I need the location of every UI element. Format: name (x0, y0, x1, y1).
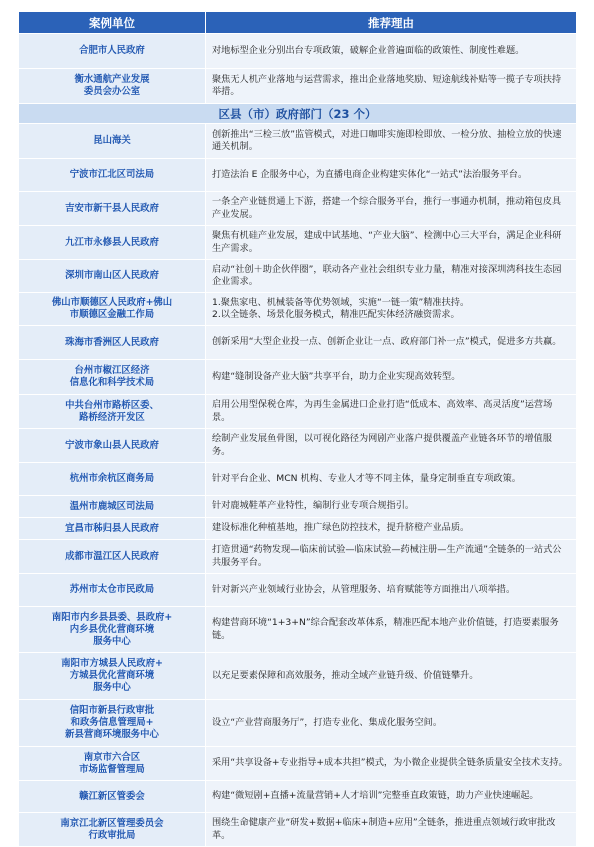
recommend-reason: 针对新兴产业领域行业协会，从管理服务、培育赋能等方面推出八项举措。 (206, 574, 577, 607)
table-row (19, 518, 577, 540)
case-table (18, 11, 577, 847)
case-unit: 南阳市内乡县县委、县政府+ 内乡县优化营商环境 服务中心 (19, 607, 206, 653)
case-unit: 台州市椒江区经济 信息化和科学技术局 (19, 360, 206, 395)
recommend-reason: 针对鹿城鞋革产业特性，编制行业专项合规指引。 (206, 496, 577, 518)
table-row (19, 429, 577, 463)
case-unit: 信阳市新县行政审批 和政务信息管理局+ 新县营商环境服务中心 (19, 700, 206, 747)
recommend-reason: 打造法治 E 企服务中心，为直播电商企业构建实体化“一站式”法治服务平台。 (206, 159, 577, 192)
recommend-reason: 构建营商环境“1+3+N”综合配套改革体系，精准匹配本地产业价值链，打造要素服务链。 (206, 607, 577, 653)
recommend-reason: 启动“社创＋助企伙伴圈”，联动各产业社会组织专业力量，精准对接深圳湾科技生态园企业需求。 (206, 260, 577, 293)
case-unit: 南阳市方城县人民政府+ 方城县优化营商环境 服务中心 (19, 653, 206, 700)
table-row (19, 326, 577, 360)
table-row (19, 124, 577, 159)
recommend-reason: 绘制产业发展鱼骨图，以可视化路径为网剧产业落户提供覆盖产业链各环节的增值服务。 (206, 429, 577, 463)
case-unit: 佛山市顺德区人民政府+佛山 市顺德区金融工作局 (19, 293, 206, 326)
case-unit: 合肥市人民政府 (19, 34, 206, 69)
recommend-reason: 以充足要素保障和高效服务，推动全域产业链升级、价值链攀升。 (206, 653, 577, 700)
table-row (19, 293, 577, 326)
case-unit: 昆山海关 (19, 124, 206, 159)
recommend-reason: 打造贯通“药物发现—临床前试验—临床试验—药械注册—生产流通”全链条的一站式公共服务平台。 (206, 540, 577, 574)
recommend-reason: 创新推出“三检三放”监管模式，对进口咖啡实施即检即放、一检分放、抽检立放的快速通关机制。 (206, 124, 577, 159)
table-row (19, 607, 577, 653)
table-row (19, 463, 577, 496)
case-unit: 赣江新区管委会 (19, 781, 206, 813)
case-unit: 九江市永修县人民政府 (19, 226, 206, 260)
recommend-reason: 1.聚焦家电、机械装备等优势领域，实施“一链一策”精准扶持。 2.以全链条、场景化服务模式，精准匹配实体经济融资需求。 (206, 293, 577, 326)
table-row (19, 653, 577, 700)
table-row (19, 781, 577, 813)
table-row (19, 192, 577, 226)
case-unit: 南京市六合区 市场监督管理局 (19, 747, 206, 781)
table-row (19, 159, 577, 192)
table-row (19, 813, 577, 847)
case-unit: 温州市鹿城区司法局 (19, 496, 206, 518)
case-unit: 中共台州市路桥区委、 路桥经济开发区 (19, 395, 206, 429)
recommend-reason: 建设标准化种植基地，推广绿色防控技术，提升脐橙产业品质。 (206, 518, 577, 540)
recommend-reason: 聚焦无人机产业落地与运营需求，推出企业落地奖励、短途航线补贴等一揽子专项扶持举措。 (206, 69, 577, 104)
table-row (19, 360, 577, 395)
case-unit: 宜昌市秭归县人民政府 (19, 518, 206, 540)
section-row (19, 104, 577, 124)
recommend-reason: 构建“微短剧+直播+流量营销+人才培训”完整垂直政策链，助力产业快速崛起。 (206, 781, 577, 813)
recommend-reason: 创新采用“大型企业投一点、创新企业让一点、政府部门补一点”模式，促进多方共赢。 (206, 326, 577, 360)
table-row (19, 747, 577, 781)
case-unit: 成都市温江区人民政府 (19, 540, 206, 574)
table-row (19, 260, 577, 293)
recommend-reason: 设立“产业营商服务厅”，打造专业化、集成化服务空间。 (206, 700, 577, 747)
recommend-reason: 构建“缝制设备产业大脑”共享平台，助力企业实现高效转型。 (206, 360, 577, 395)
table-row (19, 395, 577, 429)
case-unit: 深圳市南山区人民政府 (19, 260, 206, 293)
case-unit: 杭州市余杭区商务局 (19, 463, 206, 496)
table-header (19, 12, 577, 34)
table-row (19, 496, 577, 518)
recommend-reason: 采用“共享设备+专业指导+成本共担”模式，为小微企业提供全链条质量安全技术支持。 (206, 747, 577, 781)
case-unit: 南京江北新区管理委员会 行政审批局 (19, 813, 206, 847)
recommend-reason: 启用公用型保税仓库，为再生金属进口企业打造“低成本、高效率、高灵活度”运营场景。 (206, 395, 577, 429)
case-unit: 吉安市新干县人民政府 (19, 192, 206, 226)
table-row (19, 700, 577, 747)
case-unit: 苏州市太仓市民政局 (19, 574, 206, 607)
recommend-reason: 针对平台企业、MCN 机构、专业人才等不同主体，量身定制垂直专项政策。 (206, 463, 577, 496)
table-body (19, 34, 577, 847)
recommend-reason: 聚焦有机硅产业发展，建成中试基地、“产业大脑”、检测中心三大平台，满足企业科研生产需求。 (206, 226, 577, 260)
recommend-reason: 围绕生命健康产业“研发+数据+临床+制造+应用”全链条，推进重点领域行政审批改革。 (206, 813, 577, 847)
table-row (19, 34, 577, 69)
case-unit: 衡水通航产业发展 委员会办公室 (19, 69, 206, 104)
table-row (19, 69, 577, 104)
header-unit: 案例单位 (19, 12, 206, 34)
table-row (19, 540, 577, 574)
case-unit: 珠海市香洲区人民政府 (19, 326, 206, 360)
header-reason: 推荐理由 (206, 12, 577, 34)
recommend-reason: 对地标型企业分别出台专项政策，破解企业普遍面临的政策性、制度性难题。 (206, 34, 577, 69)
case-unit: 宁波市江北区司法局 (19, 159, 206, 192)
table-row (19, 574, 577, 607)
case-unit: 宁波市象山县人民政府 (19, 429, 206, 463)
recommend-reason: 一条全产业链贯通上下游，搭建一个综合服务平台，推行一事通办机制，推动箱包皮具产业发展。 (206, 192, 577, 226)
section-title: 区县（市）政府部门（23 个） (19, 104, 577, 124)
table-row (19, 226, 577, 260)
